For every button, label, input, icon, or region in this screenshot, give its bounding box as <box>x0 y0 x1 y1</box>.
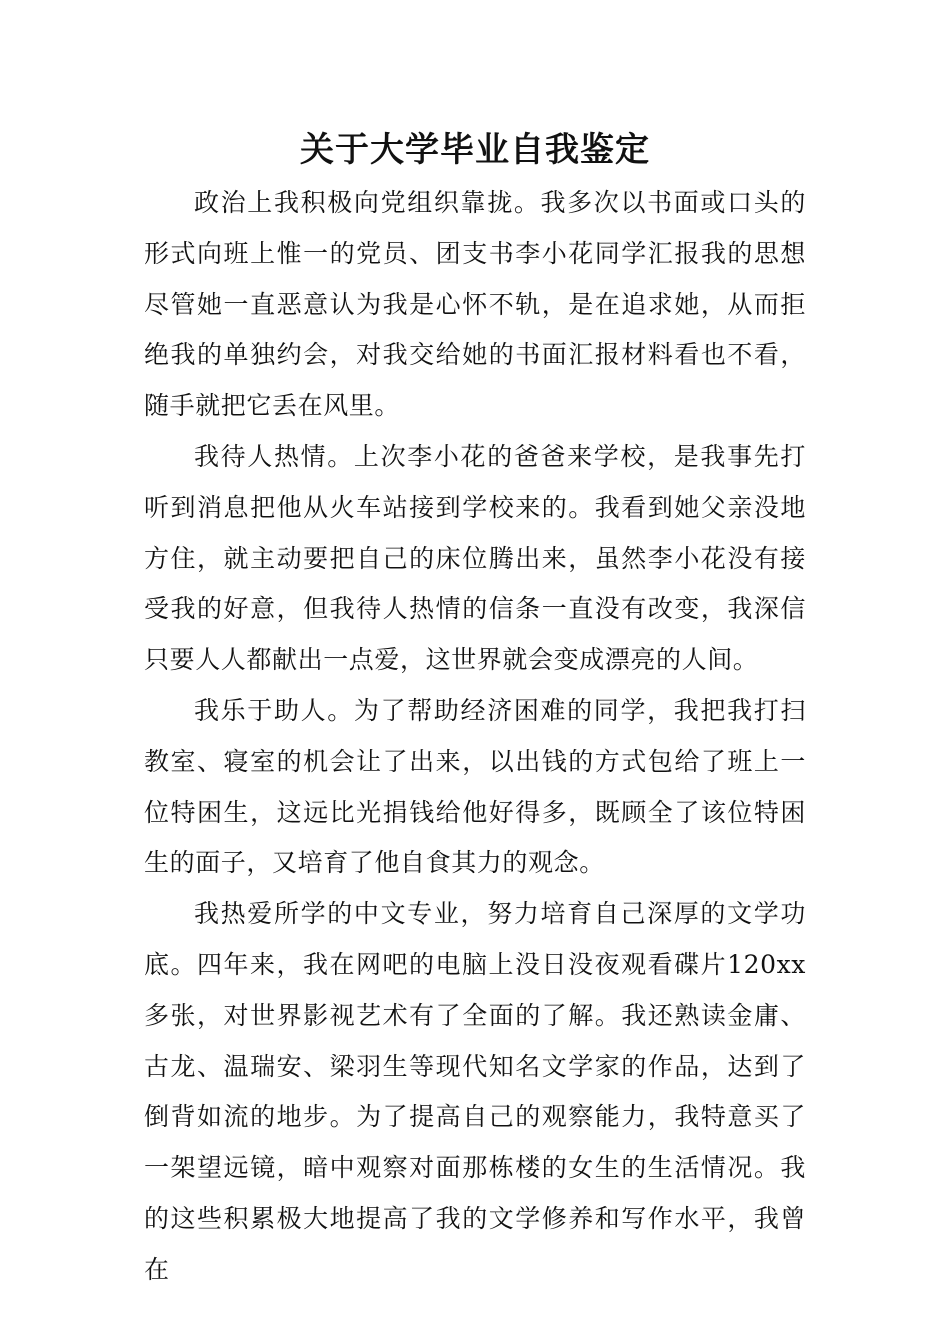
paragraph-helping-others: 我乐于助人。为了帮助经济困难的同学，我把我打扫教室、寝室的机会让了出来，以出钱的方式包给了班上一位特困生，这远比光捐钱给他好得多，既顾全了该位特困生的面子，又培育了他自食其力的观念。 <box>144 695 806 878</box>
document-body <box>144 178 806 1296</box>
paragraph-hospitality: 我待人热情。上次李小花的爸爸来学校，是我事先打听到消息把他从火车站接到学校来的。我看到她父亲没地方住，就主动要把自己的床位腾出来，虽然李小花没有接受我的好意，但我待人热情的信条一直没有改变，我深信只要人人都献出一点爱，这世界就会变成漂亮的人间。 <box>144 441 806 675</box>
paragraph-major-studies: 我热爱所学的中文专业，努力培育自己深厚的文学功底。四年来，我在网吧的电脑上没日没夜观看碟片120xx多张，对世界影视艺术有了全面的了解。我还熟读金庸、古龙、温瑞安、梁羽生等现代知名文学家的作品，达到了倒背如流的地步。为了提高自己的观察能力，我特意买了一架望远镜，暗中观察对面那栋楼的女生的生活情况。我的这些积累极大地提高了我的文学修养和写作水平，我曾在 <box>144 899 806 1284</box>
document-title: 关于大学毕业自我鉴定 <box>300 130 650 170</box>
paragraph-political: 政治上我积极向党组织靠拢。我多次以书面或口头的形式向班上惟一的党员、团支书李小花同学汇报我的思想尽管她一直恶意认为我是心怀不轨，是在追求她，从而拒绝我的单独约会，对我交给她的书面汇报材料看也不看，随手就把它丢在风里。 <box>144 188 806 421</box>
